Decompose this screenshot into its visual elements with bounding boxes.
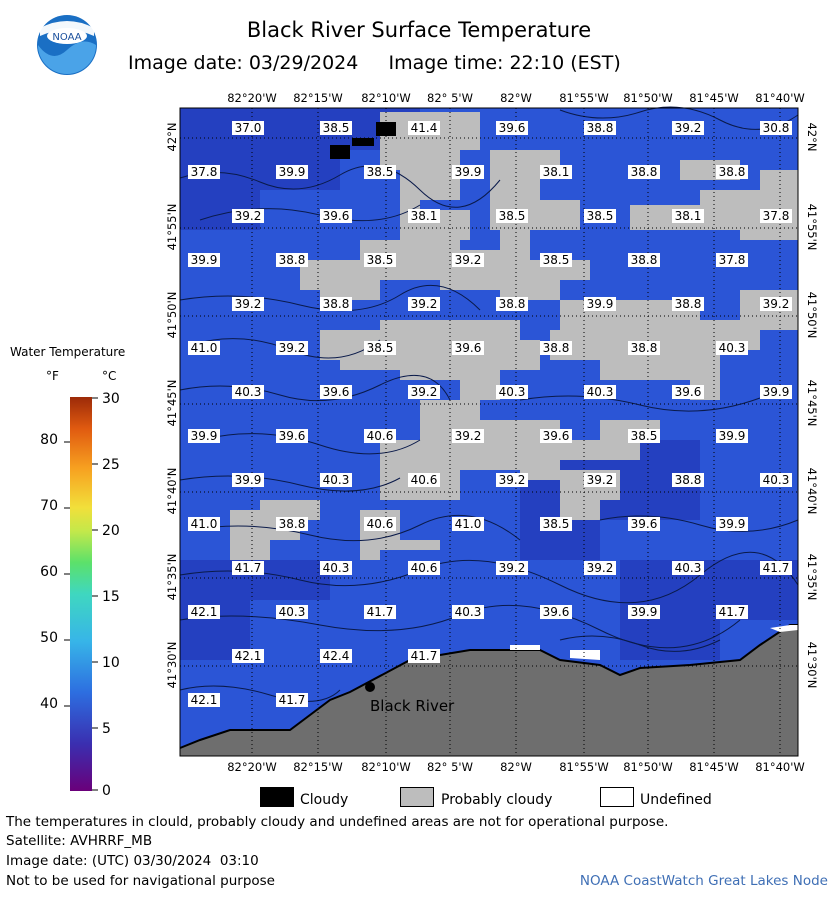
- lon-label-top: 81°50'W: [623, 91, 673, 105]
- temperature-label: 40.6: [410, 561, 438, 575]
- temperature-label: 38.5: [322, 121, 350, 135]
- c-tick: 0: [102, 783, 111, 799]
- temperature-label: 37.8: [762, 209, 790, 223]
- temperature-label: 39.2: [674, 121, 702, 135]
- cloudy-swatch: [260, 787, 294, 807]
- temperature-label: 41.7: [410, 649, 438, 663]
- temperature-label: 39.9: [630, 605, 658, 619]
- temperature-label: 41.0: [190, 517, 218, 531]
- lat-label-right: 42°N: [805, 122, 819, 152]
- temperature-label: 39.2: [410, 385, 438, 399]
- place-label: Black River: [370, 697, 455, 715]
- f-tick: 50: [40, 630, 58, 646]
- temperature-label: 39.6: [498, 121, 526, 135]
- temperature-label: 38.8: [630, 165, 658, 179]
- image-date: Image date: 03/29/2024: [128, 52, 359, 74]
- temperature-label: 30.8: [762, 121, 790, 135]
- lat-label-right: 41°35'N: [805, 553, 819, 601]
- temperature-label: 39.6: [322, 385, 350, 399]
- lat-label-left: 41°55'N: [165, 203, 179, 251]
- temperature-label: 39.6: [454, 341, 482, 355]
- lat-label-left: 41°45'N: [165, 379, 179, 427]
- c-tick: 20: [102, 523, 120, 539]
- temperature-label: 39.2: [410, 297, 438, 311]
- temperature-label: 39.6: [278, 429, 306, 443]
- temperature-label: 39.9: [718, 517, 746, 531]
- lon-label-top: 82° 5'W: [427, 91, 473, 105]
- temperature-label: 38.8: [278, 517, 306, 531]
- lat-label-right: 41°40'N: [805, 467, 819, 515]
- f-tick: 60: [40, 564, 58, 580]
- lat-label-left: 41°40'N: [165, 467, 179, 515]
- temperature-label: 40.3: [586, 385, 614, 399]
- f-tick: 80: [40, 432, 58, 448]
- temperature-label: 39.9: [762, 385, 790, 399]
- temperature-label: 39.6: [630, 517, 658, 531]
- temperature-label: 39.6: [322, 209, 350, 223]
- temperature-label: 41.7: [762, 561, 790, 575]
- temperature-label: 38.5: [586, 209, 614, 223]
- black-river-marker: [365, 682, 375, 692]
- temperature-label: 38.5: [630, 429, 658, 443]
- lon-label-top: 82°W: [500, 91, 532, 105]
- lat-label-right: 41°45'N: [805, 379, 819, 427]
- lon-label-top: 81°55'W: [559, 91, 609, 105]
- lat-label-left: 41°35'N: [165, 553, 179, 601]
- temperature-label: 38.5: [542, 517, 570, 531]
- c-tick: 15: [102, 589, 120, 605]
- footer-navigation-note: Not to be used for navigational purpose: [6, 873, 275, 889]
- lon-label-top: 81°45'W: [689, 91, 739, 105]
- lon-label-bottom: 81°40'W: [755, 760, 805, 774]
- temperature-label: 41.0: [454, 517, 482, 531]
- temperature-label: 39.2: [454, 253, 482, 267]
- temperature-label: 40.3: [674, 561, 702, 575]
- probably-cloudy-label: Probably cloudy: [441, 792, 553, 808]
- temperature-label: 39.2: [762, 297, 790, 311]
- lon-label-bottom: 81°50'W: [623, 760, 673, 774]
- logo-text: NOAA: [52, 32, 82, 43]
- temperature-label: 41.7: [366, 605, 394, 619]
- temperature-label: 37.8: [190, 165, 218, 179]
- temperature-label: 39.2: [234, 209, 262, 223]
- lon-label-bottom: 81°45'W: [689, 760, 739, 774]
- temperature-label: 41.7: [718, 605, 746, 619]
- temperature-label: 40.6: [410, 473, 438, 487]
- footer-satellite: Satellite: AVHRRF_MB: [6, 833, 153, 849]
- probably-cloudy-swatch: [400, 787, 434, 807]
- temperature-label: 40.6: [366, 429, 394, 443]
- temperature-label: 39.2: [586, 561, 614, 575]
- temperature-label: 40.3: [762, 473, 790, 487]
- temperature-label: 42.4: [322, 649, 350, 663]
- temperature-label: 42.1: [234, 649, 262, 663]
- temperature-label: 38.8: [674, 473, 702, 487]
- temperature-label: 39.2: [498, 473, 526, 487]
- c-tick: 25: [102, 457, 120, 473]
- lat-label-right: 41°55'N: [805, 203, 819, 251]
- temperature-label: 38.1: [410, 209, 438, 223]
- lon-label-top: 82°15'W: [293, 91, 343, 105]
- temperature-label: 38.5: [366, 253, 394, 267]
- temperature-label: 41.7: [278, 693, 306, 707]
- temperature-label: 40.3: [718, 341, 746, 355]
- lon-label-top: 82°10'W: [361, 91, 411, 105]
- temperature-label: 37.8: [718, 253, 746, 267]
- temperature-label: 39.2: [234, 297, 262, 311]
- temperature-label: 41.7: [234, 561, 262, 575]
- temperature-label: 41.0: [190, 341, 218, 355]
- lat-label-left: 42°N: [165, 122, 179, 152]
- temperature-label: 39.9: [278, 165, 306, 179]
- temperature-label: 38.8: [718, 165, 746, 179]
- c-tick: 30: [102, 391, 120, 407]
- temperature-label: 38.8: [674, 297, 702, 311]
- temperature-label: 40.3: [498, 385, 526, 399]
- temperature-label: 37.0: [234, 121, 262, 135]
- lat-label-left: 41°30'N: [165, 641, 179, 689]
- temperature-label: 38.1: [542, 165, 570, 179]
- lon-label-bottom: 82°W: [500, 760, 532, 774]
- temperature-label: 39.2: [498, 561, 526, 575]
- temperature-label: 38.1: [674, 209, 702, 223]
- temperature-label: 39.9: [454, 165, 482, 179]
- legend-unit-f: °F: [46, 369, 59, 383]
- temperature-label: 39.9: [190, 429, 218, 443]
- temperature-label: 40.3: [322, 473, 350, 487]
- f-tick: 70: [40, 498, 58, 514]
- credit-label: NOAA CoastWatch Great Lakes Node: [579, 873, 828, 889]
- temperature-label: 40.3: [278, 605, 306, 619]
- temperature-label: 40.3: [454, 605, 482, 619]
- lon-label-top: 82°20'W: [227, 91, 277, 105]
- temperature-label: 38.8: [586, 121, 614, 135]
- footer-disclaimer: The temperatures in clould, probably cloudy and undefined areas are not for operational purpose.: [6, 814, 669, 830]
- temperature-label: 39.2: [278, 341, 306, 355]
- temperature-label: 40.6: [366, 517, 394, 531]
- cloudy-label: Cloudy: [300, 792, 349, 808]
- temperature-label: 38.8: [630, 341, 658, 355]
- lat-label-right: 41°50'N: [805, 291, 819, 339]
- temperature-label: 39.6: [542, 429, 570, 443]
- temperature-label: 41.4: [410, 121, 438, 135]
- temperature-label: 39.9: [234, 473, 262, 487]
- temperature-label: 38.8: [322, 297, 350, 311]
- lon-label-bottom: 82°10'W: [361, 760, 411, 774]
- temperature-label: 39.6: [542, 605, 570, 619]
- temperature-label: 38.5: [366, 341, 394, 355]
- temperature-label: 40.3: [234, 385, 262, 399]
- temperature-label: 38.8: [278, 253, 306, 267]
- lon-label-top: 81°40'W: [755, 91, 805, 105]
- legend-unit-c: °C: [102, 369, 117, 383]
- temperature-label: 39.2: [454, 429, 482, 443]
- lat-label-left: 41°50'N: [165, 291, 179, 339]
- temperature-label: 38.5: [366, 165, 394, 179]
- undefined-swatch: [600, 787, 634, 807]
- temperature-label: 39.9: [190, 253, 218, 267]
- temperature-label: 38.8: [630, 253, 658, 267]
- lon-label-bottom: 82°15'W: [293, 760, 343, 774]
- temperature-label: 38.5: [498, 209, 526, 223]
- temperature-label: 38.5: [542, 253, 570, 267]
- f-tick: 40: [40, 696, 58, 712]
- temperature-label: 38.8: [542, 341, 570, 355]
- c-tick: 5: [102, 721, 111, 737]
- lon-label-bottom: 81°55'W: [559, 760, 609, 774]
- lat-label-right: 41°30'N: [805, 641, 819, 689]
- image-time: Image time: 22:10 (EST): [388, 52, 621, 74]
- temperature-label: 39.2: [586, 473, 614, 487]
- legend-title: Water Temperature: [10, 345, 126, 359]
- undefined-label: Undefined: [640, 792, 712, 808]
- footer-utc-date: Image date: (UTC) 03/30/2024 03:10: [6, 853, 259, 869]
- map-title: Black River Surface Temperature: [246, 18, 592, 42]
- temperature-label: 42.1: [190, 605, 218, 619]
- temperature-label: 40.3: [322, 561, 350, 575]
- lon-label-bottom: 82° 5'W: [427, 760, 473, 774]
- lon-label-bottom: 82°20'W: [227, 760, 277, 774]
- temperature-label: 42.1: [190, 693, 218, 707]
- c-tick: 10: [102, 655, 120, 671]
- temperature-label: 39.9: [586, 297, 614, 311]
- temperature-label: 38.8: [498, 297, 526, 311]
- temperature-label: 39.9: [718, 429, 746, 443]
- temperature-label: 39.6: [674, 385, 702, 399]
